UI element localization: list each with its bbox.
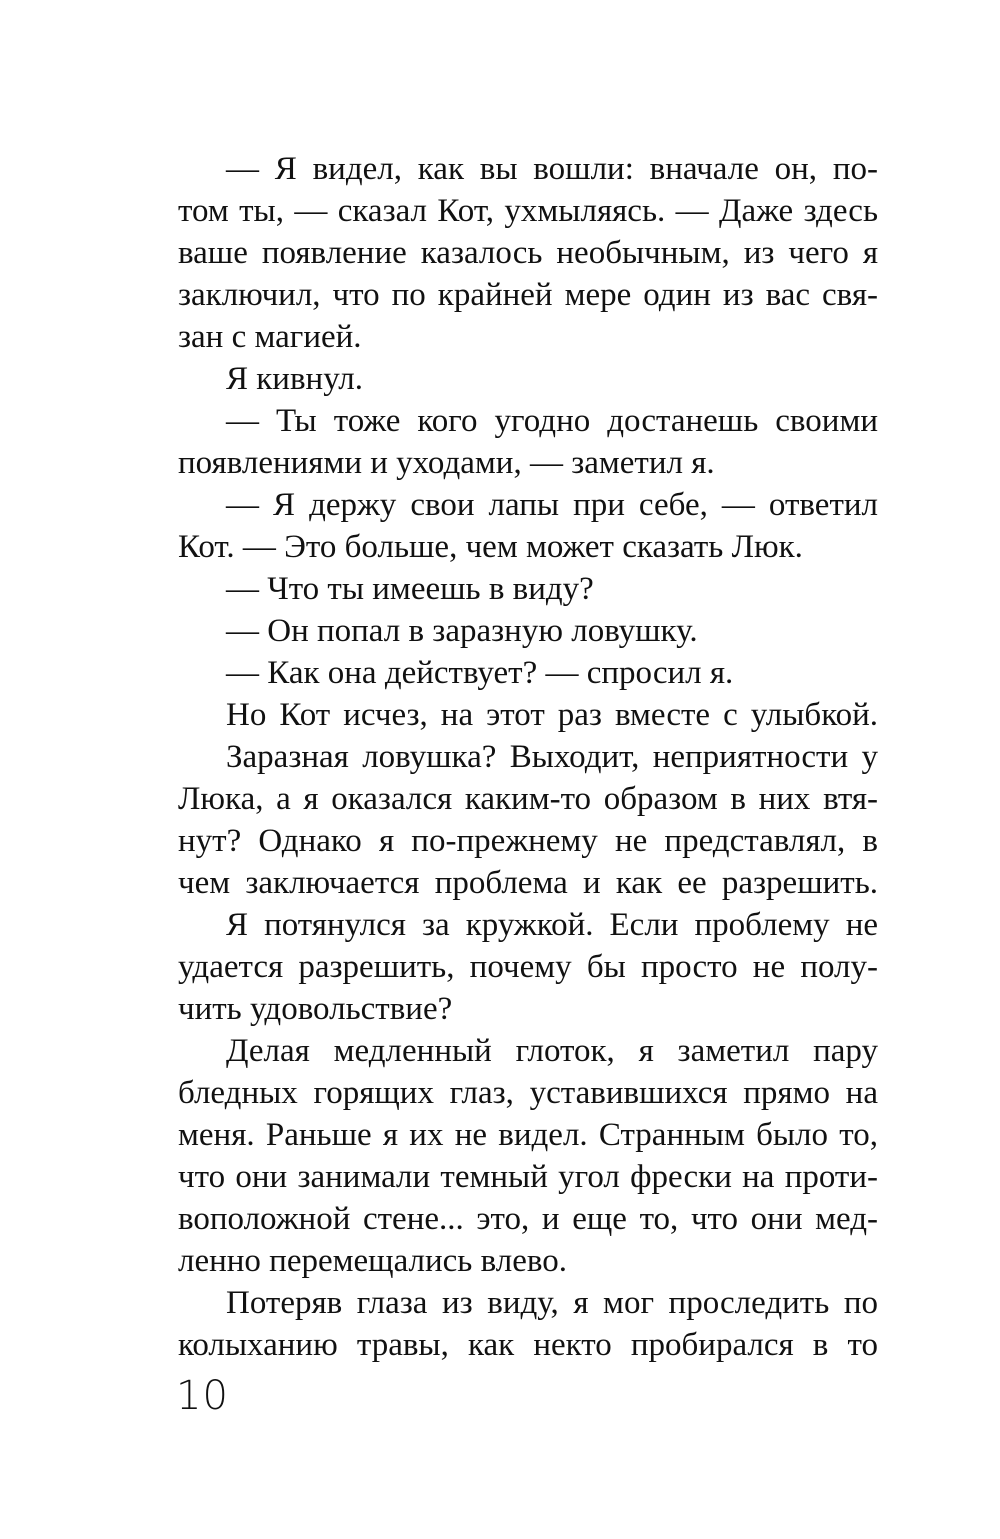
text-line: бледных горящих глаз, уставившихся прямо на: [178, 1075, 878, 1111]
text-line: заключил, что по крайней мере один из вас свя-: [178, 277, 878, 313]
text-line: том ты, — сказал Кот, ухмыляясь. — Даже здесь: [178, 193, 878, 229]
page-number: 10: [176, 1373, 229, 1419]
text-line: Но Кот исчез, на этот раз вместе с улыбкой.: [226, 697, 878, 733]
text-line: Я кивнул.: [226, 361, 363, 397]
text-line: Делая медленный глоток, я заметил пару: [226, 1033, 878, 1069]
text-line: меня. Раньше я их не видел. Странным было то,: [178, 1117, 878, 1153]
text-line: появлениями и уходами, — заметил я.: [178, 445, 715, 481]
text-line: Заразная ловушка? Выходит, неприятности у: [226, 739, 878, 775]
text-line: Кот. — Это больше, чем может сказать Люк.: [178, 529, 803, 565]
text-line: ваше появление казалось необычным, из чего я: [178, 235, 878, 271]
text-line: ленно перемещались влево.: [178, 1243, 567, 1279]
text-line: Люка, а я оказался каким-то образом в них втя-: [178, 781, 878, 817]
text-line: — Как она действует? — спросил я.: [226, 655, 734, 691]
text-line: колыханию травы, как некто пробирался в то: [178, 1327, 878, 1363]
text-line: зан с магией.: [178, 319, 362, 355]
text-line: чить удовольствие?: [178, 991, 453, 1027]
text-line: Потеряв глаза из виду, я мог проследить по: [226, 1285, 878, 1321]
text-line: — Он попал в заразную ловушку.: [226, 613, 698, 649]
text-line: — Я держу свои лапы при себе, — ответил: [226, 487, 878, 523]
text-line: удается разрешить, почему бы просто не полу-: [178, 949, 878, 985]
text-line: — Я видел, как вы вошли: вначале он, по-: [226, 151, 878, 187]
text-line: воположной стене... это, и еще то, что они мед-: [178, 1201, 878, 1237]
text-line: Я потянулся за кружкой. Если проблему не: [226, 907, 878, 943]
text-line: чем заключается проблема и как ее разрешить.: [178, 865, 878, 901]
text-line: что они занимали темный угол фрески на проти-: [178, 1159, 878, 1195]
text-line: нут? Однако я по-прежнему не представлял, в: [178, 823, 878, 859]
text-line: — Ты тоже кого угодно достанешь своими: [226, 403, 878, 439]
text-line: — Что ты имеешь в виду?: [226, 571, 594, 607]
